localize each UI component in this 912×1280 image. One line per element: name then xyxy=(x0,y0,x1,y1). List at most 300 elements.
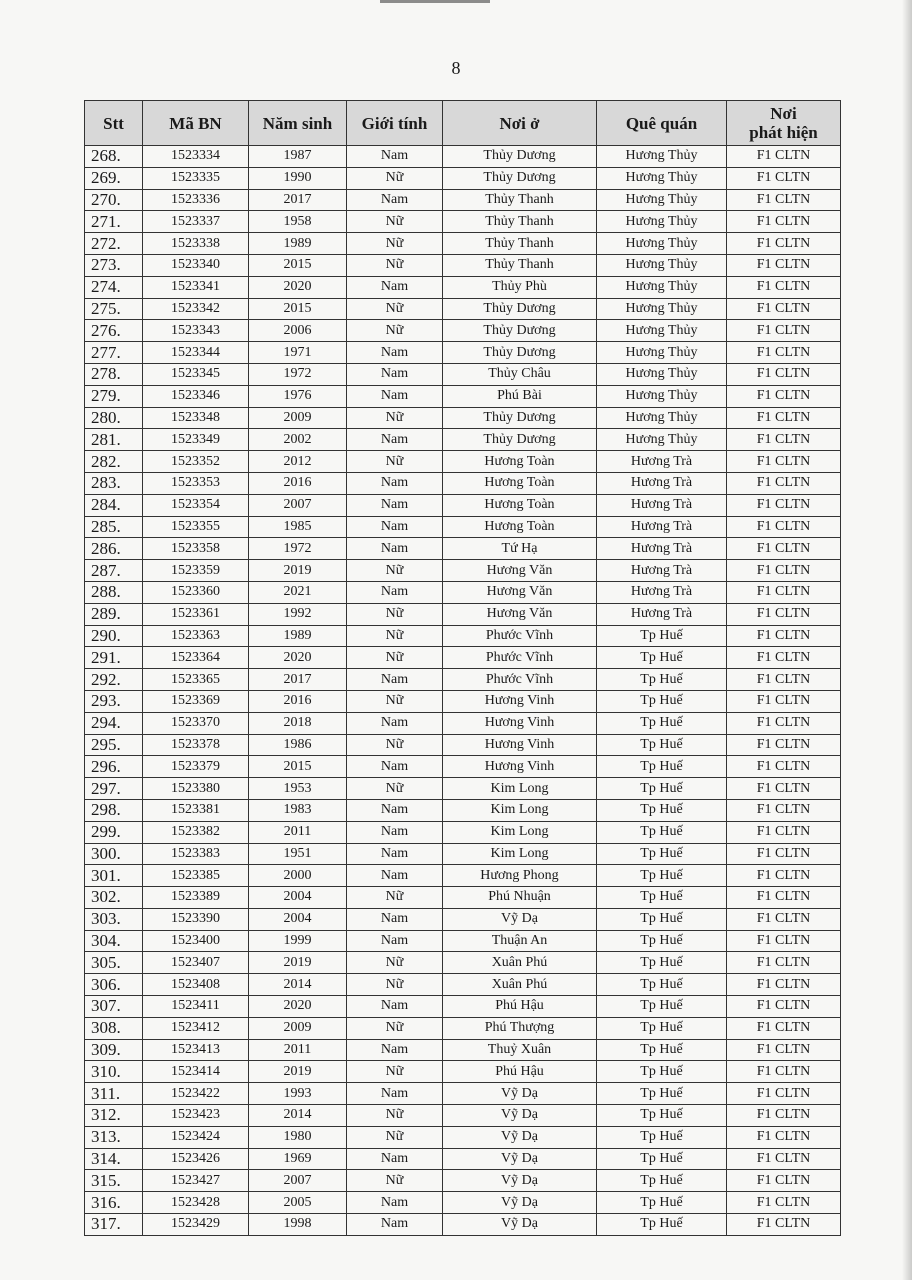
cell-stt: 268. xyxy=(85,146,143,168)
cell-residence: Hương Vinh xyxy=(443,712,597,734)
cell-stt: 283. xyxy=(85,472,143,494)
table-row xyxy=(85,167,841,189)
cell-stt: 278. xyxy=(85,363,143,385)
table-row xyxy=(85,407,841,429)
cell-patient-id: 1523423 xyxy=(143,1105,249,1127)
cell-patient-id: 1523385 xyxy=(143,865,249,887)
table-row xyxy=(85,342,841,364)
cell-stt: 307. xyxy=(85,996,143,1018)
cell-stt: 297. xyxy=(85,778,143,800)
cell-stt: 285. xyxy=(85,516,143,538)
cell-patient-id: 1523424 xyxy=(143,1126,249,1148)
cell-birth-year: 2005 xyxy=(249,1192,347,1214)
cell-gender: Nữ xyxy=(347,298,443,320)
cell-patient-id: 1523360 xyxy=(143,581,249,603)
table-row xyxy=(85,298,841,320)
cell-residence: Phú Thượng xyxy=(443,1017,597,1039)
cell-detection-place: F1 CLTN xyxy=(727,146,841,168)
cell-stt: 279. xyxy=(85,385,143,407)
table-row xyxy=(85,581,841,603)
cell-patient-id: 1523389 xyxy=(143,887,249,909)
cell-hometown: Tp Huế xyxy=(597,1192,727,1214)
cell-detection-place: F1 CLTN xyxy=(727,908,841,930)
cell-detection-place: F1 CLTN xyxy=(727,952,841,974)
cell-detection-place: F1 CLTN xyxy=(727,1017,841,1039)
cell-residence: Thủy Phù xyxy=(443,276,597,298)
cell-stt: 290. xyxy=(85,625,143,647)
cell-patient-id: 1523379 xyxy=(143,756,249,778)
cell-birth-year: 1999 xyxy=(249,930,347,952)
cell-detection-place: F1 CLTN xyxy=(727,407,841,429)
cell-gender: Nữ xyxy=(347,1126,443,1148)
table-row xyxy=(85,908,841,930)
cell-residence: Xuân Phú xyxy=(443,974,597,996)
cell-patient-id: 1523382 xyxy=(143,821,249,843)
cell-hometown: Tp Huế xyxy=(597,712,727,734)
table-row xyxy=(85,843,841,865)
cell-gender: Nam xyxy=(347,756,443,778)
cell-patient-id: 1523369 xyxy=(143,690,249,712)
cell-stt: 300. xyxy=(85,843,143,865)
cell-birth-year: 2017 xyxy=(249,189,347,211)
cell-residence: Vỹ Dạ xyxy=(443,1126,597,1148)
cell-stt: 295. xyxy=(85,734,143,756)
cell-residence: Vỹ Dạ xyxy=(443,1170,597,1192)
cell-birth-year: 1969 xyxy=(249,1148,347,1170)
cell-hometown: Tp Huế xyxy=(597,669,727,691)
cell-birth-year: 1986 xyxy=(249,734,347,756)
cell-gender: Nam xyxy=(347,799,443,821)
cell-patient-id: 1523390 xyxy=(143,908,249,930)
cell-patient-id: 1523355 xyxy=(143,516,249,538)
table-row xyxy=(85,603,841,625)
table-row xyxy=(85,1039,841,1061)
cell-gender: Nữ xyxy=(347,1170,443,1192)
cell-birth-year: 2016 xyxy=(249,472,347,494)
cell-residence: Hương Toàn xyxy=(443,472,597,494)
header-hometown: Quê quán xyxy=(597,101,727,146)
cell-detection-place: F1 CLTN xyxy=(727,756,841,778)
cell-patient-id: 1523413 xyxy=(143,1039,249,1061)
cell-detection-place: F1 CLTN xyxy=(727,581,841,603)
cell-hometown: Tp Huế xyxy=(597,1083,727,1105)
table-row xyxy=(85,865,841,887)
cell-gender: Nữ xyxy=(347,603,443,625)
cell-residence: Kim Long xyxy=(443,799,597,821)
table-row xyxy=(85,690,841,712)
table-row xyxy=(85,451,841,473)
table-row xyxy=(85,996,841,1018)
cell-detection-place: F1 CLTN xyxy=(727,1192,841,1214)
cell-stt: 288. xyxy=(85,581,143,603)
cell-stt: 316. xyxy=(85,1192,143,1214)
cell-hometown: Tp Huế xyxy=(597,1061,727,1083)
table-row xyxy=(85,1083,841,1105)
cell-patient-id: 1523428 xyxy=(143,1192,249,1214)
cell-detection-place: F1 CLTN xyxy=(727,385,841,407)
table-row xyxy=(85,756,841,778)
table-row xyxy=(85,887,841,909)
cell-residence: Thủy Dương xyxy=(443,298,597,320)
cell-birth-year: 2014 xyxy=(249,1105,347,1127)
cell-residence: Phú Hậu xyxy=(443,996,597,1018)
table-row xyxy=(85,276,841,298)
cell-gender: Nam xyxy=(347,1039,443,1061)
header-detection-place: Nơi phát hiện xyxy=(727,101,841,146)
cell-residence: Thủy Dương xyxy=(443,146,597,168)
cell-hometown: Hương Thủy xyxy=(597,407,727,429)
cell-hometown: Hương Thủy xyxy=(597,146,727,168)
cell-residence: Thủy Thanh xyxy=(443,189,597,211)
cell-gender: Nữ xyxy=(347,952,443,974)
cell-detection-place: F1 CLTN xyxy=(727,538,841,560)
cell-residence: Phú Nhuận xyxy=(443,887,597,909)
cell-birth-year: 2012 xyxy=(249,451,347,473)
cell-hometown: Hương Thủy xyxy=(597,189,727,211)
cell-birth-year: 1990 xyxy=(249,167,347,189)
cell-hometown: Tp Huế xyxy=(597,843,727,865)
cell-hometown: Tp Huế xyxy=(597,799,727,821)
cell-detection-place: F1 CLTN xyxy=(727,930,841,952)
cell-gender: Nam xyxy=(347,1214,443,1236)
cell-gender: Nữ xyxy=(347,1061,443,1083)
cell-birth-year: 1951 xyxy=(249,843,347,865)
table-row xyxy=(85,516,841,538)
cell-gender: Nữ xyxy=(347,211,443,233)
cell-patient-id: 1523352 xyxy=(143,451,249,473)
table-body xyxy=(85,146,841,1236)
cell-birth-year: 2004 xyxy=(249,908,347,930)
cell-birth-year: 1980 xyxy=(249,1126,347,1148)
cell-birth-year: 2015 xyxy=(249,756,347,778)
cell-residence: Hương Vinh xyxy=(443,734,597,756)
cell-birth-year: 2011 xyxy=(249,1039,347,1061)
cell-residence: Vỹ Dạ xyxy=(443,1105,597,1127)
cell-detection-place: F1 CLTN xyxy=(727,821,841,843)
cell-gender: Nữ xyxy=(347,734,443,756)
cell-hometown: Tp Huế xyxy=(597,821,727,843)
cell-hometown: Tp Huế xyxy=(597,734,727,756)
cell-hometown: Hương Thủy xyxy=(597,254,727,276)
cell-gender: Nam xyxy=(347,385,443,407)
cell-birth-year: 2006 xyxy=(249,320,347,342)
table-row xyxy=(85,233,841,255)
cell-gender: Nữ xyxy=(347,647,443,669)
cell-detection-place: F1 CLTN xyxy=(727,647,841,669)
cell-birth-year: 2019 xyxy=(249,952,347,974)
header-birth-year: Năm sinh xyxy=(249,101,347,146)
cell-detection-place: F1 CLTN xyxy=(727,320,841,342)
cell-hometown: Hương Thủy xyxy=(597,233,727,255)
cell-hometown: Tp Huế xyxy=(597,1214,727,1236)
cell-hometown: Hương Thủy xyxy=(597,342,727,364)
cell-detection-place: F1 CLTN xyxy=(727,451,841,473)
cell-patient-id: 1523400 xyxy=(143,930,249,952)
cell-birth-year: 1993 xyxy=(249,1083,347,1105)
cell-hometown: Tp Huế xyxy=(597,1126,727,1148)
cell-patient-id: 1523349 xyxy=(143,429,249,451)
cell-patient-id: 1523422 xyxy=(143,1083,249,1105)
cell-stt: 271. xyxy=(85,211,143,233)
cell-stt: 276. xyxy=(85,320,143,342)
cell-residence: Thủy Dương xyxy=(443,167,597,189)
cell-detection-place: F1 CLTN xyxy=(727,1170,841,1192)
cell-stt: 304. xyxy=(85,930,143,952)
cell-gender: Nữ xyxy=(347,254,443,276)
table-row xyxy=(85,1017,841,1039)
cell-stt: 282. xyxy=(85,451,143,473)
cell-birth-year: 2019 xyxy=(249,560,347,582)
cell-patient-id: 1523412 xyxy=(143,1017,249,1039)
cell-stt: 298. xyxy=(85,799,143,821)
cell-detection-place: F1 CLTN xyxy=(727,865,841,887)
table-row xyxy=(85,538,841,560)
cell-hometown: Tp Huế xyxy=(597,952,727,974)
cell-residence: Vỹ Dạ xyxy=(443,908,597,930)
cell-detection-place: F1 CLTN xyxy=(727,276,841,298)
cell-detection-place: F1 CLTN xyxy=(727,690,841,712)
cell-stt: 301. xyxy=(85,865,143,887)
cell-detection-place: F1 CLTN xyxy=(727,429,841,451)
cell-patient-id: 1523358 xyxy=(143,538,249,560)
cell-patient-id: 1523345 xyxy=(143,363,249,385)
cell-gender: Nữ xyxy=(347,451,443,473)
cell-residence: Thuỷ Xuân xyxy=(443,1039,597,1061)
cell-stt: 302. xyxy=(85,887,143,909)
cell-gender: Nam xyxy=(347,930,443,952)
cell-patient-id: 1523383 xyxy=(143,843,249,865)
cell-stt: 287. xyxy=(85,560,143,582)
table-row xyxy=(85,1061,841,1083)
cell-hometown: Hương Thủy xyxy=(597,167,727,189)
cell-patient-id: 1523426 xyxy=(143,1148,249,1170)
cell-residence: Thuận An xyxy=(443,930,597,952)
table-row xyxy=(85,1105,841,1127)
cell-gender: Nam xyxy=(347,1083,443,1105)
cell-detection-place: F1 CLTN xyxy=(727,669,841,691)
cell-residence: Hương Phong xyxy=(443,865,597,887)
table-row xyxy=(85,734,841,756)
cell-birth-year: 2009 xyxy=(249,1017,347,1039)
cell-hometown: Tp Huế xyxy=(597,930,727,952)
cell-birth-year: 2021 xyxy=(249,581,347,603)
table-row xyxy=(85,1126,841,1148)
cell-detection-place: F1 CLTN xyxy=(727,1105,841,1127)
cell-stt: 281. xyxy=(85,429,143,451)
cell-residence: Phú Hậu xyxy=(443,1061,597,1083)
table-row xyxy=(85,254,841,276)
cell-detection-place: F1 CLTN xyxy=(727,603,841,625)
scan-mark xyxy=(380,0,490,3)
cell-residence: Hương Toàn xyxy=(443,516,597,538)
cell-birth-year: 1987 xyxy=(249,146,347,168)
cell-patient-id: 1523359 xyxy=(143,560,249,582)
cell-hometown: Tp Huế xyxy=(597,690,727,712)
cell-residence: Thủy Dương xyxy=(443,342,597,364)
cell-patient-id: 1523346 xyxy=(143,385,249,407)
cell-detection-place: F1 CLTN xyxy=(727,298,841,320)
header-stt: Stt xyxy=(85,101,143,146)
cell-residence: Hương Văn xyxy=(443,560,597,582)
cell-birth-year: 1989 xyxy=(249,625,347,647)
cell-residence: Thủy Dương xyxy=(443,320,597,342)
cell-gender: Nam xyxy=(347,472,443,494)
cell-patient-id: 1523354 xyxy=(143,494,249,516)
table-row xyxy=(85,146,841,168)
cell-gender: Nữ xyxy=(347,1105,443,1127)
cell-detection-place: F1 CLTN xyxy=(727,843,841,865)
cell-gender: Nữ xyxy=(347,625,443,647)
table-row xyxy=(85,385,841,407)
cell-residence: Tứ Hạ xyxy=(443,538,597,560)
cell-gender: Nữ xyxy=(347,167,443,189)
cell-patient-id: 1523427 xyxy=(143,1170,249,1192)
cell-detection-place: F1 CLTN xyxy=(727,1039,841,1061)
cell-patient-id: 1523353 xyxy=(143,472,249,494)
cell-patient-id: 1523429 xyxy=(143,1214,249,1236)
cell-gender: Nữ xyxy=(347,320,443,342)
cell-gender: Nam xyxy=(347,494,443,516)
cell-stt: 286. xyxy=(85,538,143,560)
cell-gender: Nam xyxy=(347,669,443,691)
cell-stt: 305. xyxy=(85,952,143,974)
cell-hometown: Tp Huế xyxy=(597,1017,727,1039)
cell-patient-id: 1523414 xyxy=(143,1061,249,1083)
cell-gender: Nam xyxy=(347,843,443,865)
cell-gender: Nam xyxy=(347,581,443,603)
cell-patient-id: 1523378 xyxy=(143,734,249,756)
cell-stt: 317. xyxy=(85,1214,143,1236)
cell-gender: Nam xyxy=(347,996,443,1018)
cell-patient-id: 1523341 xyxy=(143,276,249,298)
cell-detection-place: F1 CLTN xyxy=(727,472,841,494)
cell-birth-year: 2017 xyxy=(249,669,347,691)
cell-residence: Kim Long xyxy=(443,821,597,843)
cell-residence: Vỹ Dạ xyxy=(443,1192,597,1214)
cell-residence: Thủy Dương xyxy=(443,429,597,451)
cell-hometown: Hương Thủy xyxy=(597,385,727,407)
table-row xyxy=(85,472,841,494)
cell-stt: 313. xyxy=(85,1126,143,1148)
cell-stt: 309. xyxy=(85,1039,143,1061)
cell-gender: Nam xyxy=(347,276,443,298)
cell-hometown: Hương Trà xyxy=(597,472,727,494)
cell-gender: Nam xyxy=(347,712,443,734)
cell-stt: 291. xyxy=(85,647,143,669)
cell-detection-place: F1 CLTN xyxy=(727,887,841,909)
cell-birth-year: 2007 xyxy=(249,494,347,516)
cell-gender: Nam xyxy=(347,516,443,538)
cell-stt: 303. xyxy=(85,908,143,930)
table-row xyxy=(85,320,841,342)
cell-detection-place: F1 CLTN xyxy=(727,974,841,996)
cell-gender: Nữ xyxy=(347,1017,443,1039)
cell-detection-place: F1 CLTN xyxy=(727,734,841,756)
cell-patient-id: 1523363 xyxy=(143,625,249,647)
cell-stt: 273. xyxy=(85,254,143,276)
cell-detection-place: F1 CLTN xyxy=(727,996,841,1018)
cell-detection-place: F1 CLTN xyxy=(727,189,841,211)
cell-gender: Nam xyxy=(347,821,443,843)
cell-birth-year: 2000 xyxy=(249,865,347,887)
cell-hometown: Tp Huế xyxy=(597,1170,727,1192)
cell-hometown: Tp Huế xyxy=(597,887,727,909)
cell-detection-place: F1 CLTN xyxy=(727,494,841,516)
header-residence: Nơi ở xyxy=(443,101,597,146)
cell-residence: Xuân Phú xyxy=(443,952,597,974)
cell-patient-id: 1523334 xyxy=(143,146,249,168)
cell-stt: 274. xyxy=(85,276,143,298)
cell-gender: Nữ xyxy=(347,690,443,712)
cell-stt: 296. xyxy=(85,756,143,778)
cell-residence: Hương Toàn xyxy=(443,494,597,516)
cell-detection-place: F1 CLTN xyxy=(727,625,841,647)
cell-birth-year: 1992 xyxy=(249,603,347,625)
cell-gender: Nam xyxy=(347,538,443,560)
cell-stt: 292. xyxy=(85,669,143,691)
cell-detection-place: F1 CLTN xyxy=(727,1061,841,1083)
cell-detection-place: F1 CLTN xyxy=(727,211,841,233)
table-row xyxy=(85,363,841,385)
patient-table xyxy=(84,100,841,1236)
cell-hometown: Hương Trà xyxy=(597,581,727,603)
cell-stt: 306. xyxy=(85,974,143,996)
table-row xyxy=(85,799,841,821)
cell-stt: 275. xyxy=(85,298,143,320)
cell-residence: Phú Bài xyxy=(443,385,597,407)
cell-birth-year: 1985 xyxy=(249,516,347,538)
cell-detection-place: F1 CLTN xyxy=(727,1126,841,1148)
cell-gender: Nam xyxy=(347,908,443,930)
cell-birth-year: 1971 xyxy=(249,342,347,364)
cell-patient-id: 1523342 xyxy=(143,298,249,320)
cell-patient-id: 1523380 xyxy=(143,778,249,800)
cell-detection-place: F1 CLTN xyxy=(727,1083,841,1105)
cell-gender: Nam xyxy=(347,363,443,385)
cell-stt: 312. xyxy=(85,1105,143,1127)
cell-stt: 299. xyxy=(85,821,143,843)
cell-gender: Nam xyxy=(347,342,443,364)
cell-hometown: Tp Huế xyxy=(597,1039,727,1061)
cell-stt: 280. xyxy=(85,407,143,429)
cell-hometown: Hương Trà xyxy=(597,538,727,560)
cell-patient-id: 1523337 xyxy=(143,211,249,233)
cell-residence: Hương Vinh xyxy=(443,690,597,712)
cell-detection-place: F1 CLTN xyxy=(727,516,841,538)
cell-birth-year: 2018 xyxy=(249,712,347,734)
cell-birth-year: 1989 xyxy=(249,233,347,255)
cell-hometown: Tp Huế xyxy=(597,1148,727,1170)
cell-patient-id: 1523344 xyxy=(143,342,249,364)
cell-stt: 284. xyxy=(85,494,143,516)
cell-stt: 294. xyxy=(85,712,143,734)
cell-patient-id: 1523348 xyxy=(143,407,249,429)
cell-gender: Nữ xyxy=(347,887,443,909)
table-row xyxy=(85,1214,841,1236)
cell-birth-year: 1972 xyxy=(249,538,347,560)
cell-residence: Vỹ Dạ xyxy=(443,1148,597,1170)
cell-hometown: Hương Trà xyxy=(597,494,727,516)
cell-residence: Thủy Châu xyxy=(443,363,597,385)
cell-birth-year: 2020 xyxy=(249,647,347,669)
page-number: 8 xyxy=(451,58,461,78)
cell-gender: Nam xyxy=(347,1192,443,1214)
cell-residence: Kim Long xyxy=(443,778,597,800)
cell-gender: Nữ xyxy=(347,560,443,582)
cell-detection-place: F1 CLTN xyxy=(727,1148,841,1170)
table-header-row xyxy=(85,101,841,146)
cell-residence: Hương Văn xyxy=(443,603,597,625)
